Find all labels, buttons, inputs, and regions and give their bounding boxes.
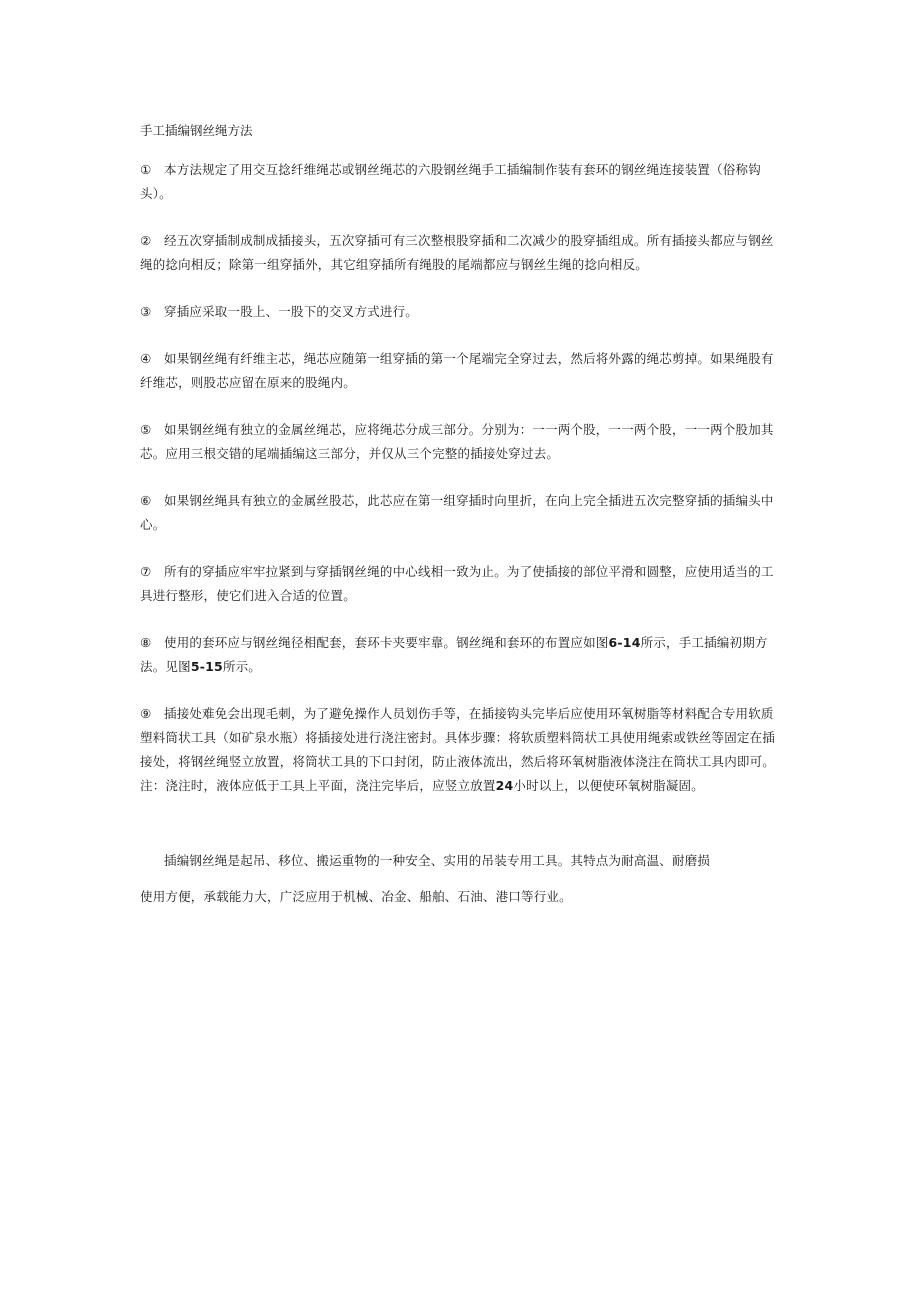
paragraph-text: 穿插应采取一股上、一股下的交叉方式进行。 — [164, 304, 419, 319]
paragraph-9 — [140, 702, 785, 798]
paragraph-number: ⑨ — [140, 706, 152, 721]
paragraph-2 — [140, 229, 785, 277]
paragraph-1 — [140, 158, 785, 206]
paragraph-5 — [140, 418, 785, 466]
figure-ref: 5-15 — [190, 659, 223, 674]
paragraph-7 — [140, 560, 785, 608]
paragraph-4 — [140, 347, 785, 395]
paragraph-text: 所有的穿插应牢牢拉紧到与穿插钢丝绳的中心线相一致为止。为了使插接的部位平滑和圆整，应使用适当的工具进行整形，使它们进入合适的位置。 — [140, 564, 774, 603]
paragraph-number: ⑥ — [140, 493, 152, 508]
paragraph-8 — [140, 631, 785, 679]
closing-text: 插编钢丝绳是起吊、移位、搬运重物的一种安全、实用的吊装专用工具。其特点为耐高温、耐磨损 — [164, 853, 711, 868]
paragraph-text: 经五次穿插制成制成插接头，五次穿插可有三次整根股穿插和二次减少的股穿插组成。所有插接头都应与钢丝绳的捻向相反；除第一组穿插外，其它组穿插所有绳股的尾端都应与钢丝生绳的捻向相反。 — [140, 233, 774, 272]
paragraph-text: 如果钢丝绳具有独立的金属丝股芯，此芯应在第一组穿插时向里折，在向上完全插进五次完整穿插的插编头中心。 — [140, 493, 774, 532]
paragraph-number: ① — [140, 162, 152, 177]
paragraph-text: 所示。 — [222, 659, 262, 674]
document-page — [140, 120, 785, 915]
paragraph-text: 如果钢丝绳有纤维主芯，绳芯应随第一组穿插的第一个尾端完全穿过去，然后将外露的绳芯剪掉。如果绳股有纤维芯，则股芯应留在原来的股绳内。 — [140, 351, 774, 390]
paragraph-text: 使用的套环应与钢丝绳径相配套，套环卡夹要牢靠。钢丝绳和套环的布置应如图 — [164, 635, 609, 650]
paragraph-number: ③ — [140, 304, 152, 319]
paragraph-number: ④ — [140, 351, 152, 366]
paragraph-number: ⑦ — [140, 564, 152, 579]
paragraph-text: 插接处难免会出现毛刺，为了避免操作人员划伤手等，在插接钩头完毕后应使用环氧树脂等材料配合专用软质塑料筒状工具（如矿泉水瓶）将插接处进行浇注密封。具体步骤：将软质塑料筒状工具使用绳索或铁丝等固定在插接处，将钢丝绳竖立放置，将筒状工具的下口封闭，防止液体流出，然后将环氧树脂液体浇注在筒状工具内即可。注：浇注时，液体应低于工具上平面，浇注完毕后，应竖立放置 — [140, 706, 776, 793]
figure-ref: 6-14 — [608, 635, 641, 650]
paragraph-number: ② — [140, 233, 152, 248]
document-title: 手工插编钢丝绳方法 — [140, 123, 253, 138]
paragraph-6 — [140, 489, 785, 537]
paragraph-number: ⑤ — [140, 422, 152, 437]
closing-line-1 — [140, 843, 785, 879]
paragraph-text: 如果钢丝绳有独立的金属丝绳芯，应将绳芯分成三部分。分别为：一一两个股，一一两个股，一一两个股加其芯。应用三根交错的尾端插编这三部分，并仅从三个完整的插接处穿过去。 — [140, 422, 774, 461]
paragraph-text: 本方法规定了用交互捻纤维绳芯或钢丝绳芯的六股钢丝绳手工插编制作装有套环的钢丝绳连接装置（俗称钩头）。 — [140, 162, 761, 201]
paragraph-number: ⑧ — [140, 635, 152, 650]
closing-line-2: 使用方便，承载能力大，广泛应用于机械、冶金、船舶、石油、港口等行业。 — [140, 889, 572, 904]
hours-value: 24 — [495, 778, 514, 793]
paragraph-3 — [140, 300, 785, 324]
paragraph-text: 小时以上，以便使环氧树脂凝固。 — [513, 778, 704, 793]
paragraph-text: 所示，手工插编初期方法。见图 — [140, 635, 768, 674]
